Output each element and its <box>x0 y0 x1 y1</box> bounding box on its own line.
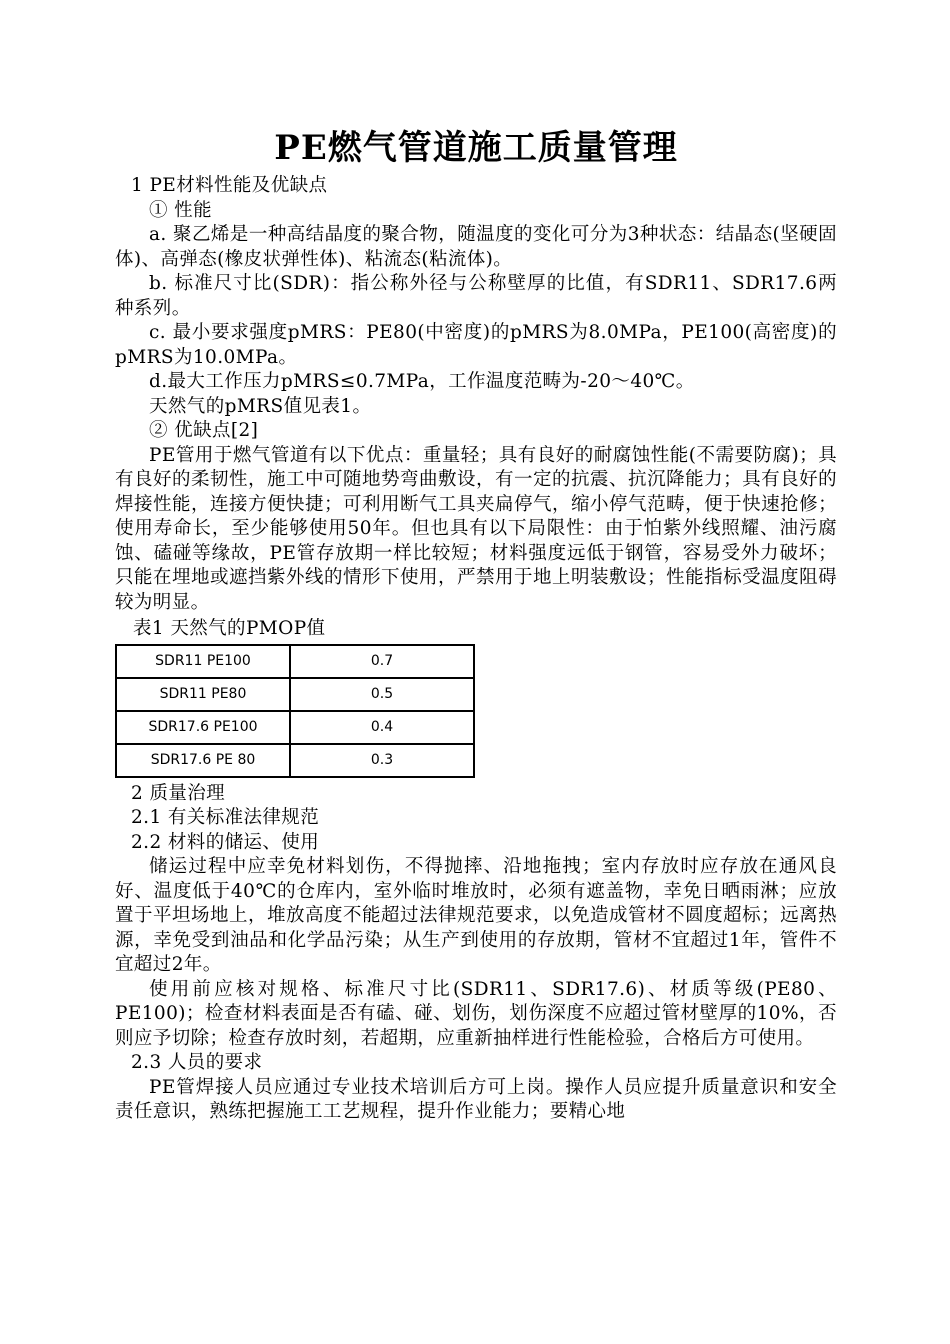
table-cell: 0.5 <box>290 678 474 711</box>
table-cell: 0.3 <box>290 744 474 777</box>
table-row <box>116 678 474 711</box>
subsection-2-1: 2.1 有关标准法律规范 <box>131 807 320 828</box>
table-cell: SDR17.6 PE100 <box>116 711 290 744</box>
paragraph-inspection: 使用前应核对规格、标准尺寸比(SDR11、SDR17.6)、材质等级(PE80、PE100)；检查材料表面是否有磕、碰、划伤，划伤深度不应超过管材壁厚的10%，否则应予切除；检查存放时刻，若超期，应重新抽样进行性能检验，合格后方可使用。 <box>115 978 837 1049</box>
document-title: PE燃气管道施工质量管理 <box>274 128 678 168</box>
table-cell: 0.7 <box>290 645 474 678</box>
document-page <box>115 122 837 1125</box>
table-cell: SDR11 PE80 <box>116 678 290 711</box>
subsection-pros-cons: ② 优缺点[2] <box>149 420 259 441</box>
table-caption: 表1 天然气的PMOP值 <box>133 618 326 639</box>
paragraph-b: b. 标准尺寸比(SDR)：指公称外径与公称壁厚的比值，有SDR11、SDR17.6两种系列。 <box>115 273 837 319</box>
paragraph-d: d.最大工作压力pMRS≤0.7MPa，工作温度范畴为-20～40℃。 <box>149 371 695 392</box>
table-row <box>116 711 474 744</box>
section-2-heading: 2 质量治理 <box>131 782 226 804</box>
table-row <box>116 645 474 678</box>
table-row <box>116 744 474 777</box>
table-reference-note: 天然气的pMRS值见表1。 <box>149 395 372 417</box>
paragraph-personnel: PE管焊接人员应通过专业技术培训后方可上岗。操作人员应提升质量意识和安全责任意识，熟练把握施工工艺规程，提升作业能力；要精心地 <box>115 1076 837 1122</box>
paragraph-storage: 储运过程中应幸免材料划伤，不得抛摔、沿地拖拽；室内存放时应存放在通风良好、温度低于40℃的仓库内，室外临时堆放时，必须有遮盖物，幸免日晒雨淋；应放置于平坦场地上，堆放高度不能超过法律规范要求，以免造成管材不圆度超标；远离热源，幸免受到油品和化学品污染；从生产到使用的存放期，管材不宜超过1年，管件不宜超过2年。 <box>115 856 837 975</box>
paragraph-pros-cons: PE管用于燃气管道有以下优点：重量轻；具有良好的耐腐蚀性能(不需要防腐)；具有良好的柔韧性，施工中可随地势弯曲敷设，有一定的抗震、抗沉降能力；具有良好的焊接性能，连接方便快捷；可利用断气工具夹扁停气，缩小停气范畴，便于快速抢修；使用寿命长，至少能够使用50年。但也具有以下局限性：由于怕紫外线照耀、油污腐蚀、磕碰等缘故，PE管存放期一样比较短；材料强度远低于钢管，容易受外力破坏；只能在埋地或遮挡紫外线的情形下使用，严禁用于地上明装敷设；性能指标受温度阻碍较为明显。 <box>115 444 837 613</box>
subsection-2-3: 2.3 人员的要求 <box>131 1052 263 1073</box>
pmop-table <box>115 644 475 778</box>
subsection-2-2: 2.2 材料的储运、使用 <box>131 831 320 853</box>
paragraph-a: a. 聚乙烯是一种高结晶度的聚合物，随温度的变化可分为3种状态：结晶态(坚硬固体)、高弹态(橡皮状弹性体)、粘流态(粘流体)。 <box>115 224 837 270</box>
table-cell: SDR17.6 PE 80 <box>116 744 290 777</box>
table-cell: 0.4 <box>290 711 474 744</box>
subsection-performance: ① 性能 <box>149 199 212 221</box>
section-1-heading: 1 PE材料性能及优缺点 <box>131 175 328 196</box>
table-cell: SDR11 PE100 <box>116 645 290 678</box>
paragraph-c: c. 最小要求强度pMRS：PE80(中密度)的pMRS为8.0MPa，PE100(高密度)的pMRS为10.0MPa。 <box>115 322 837 368</box>
